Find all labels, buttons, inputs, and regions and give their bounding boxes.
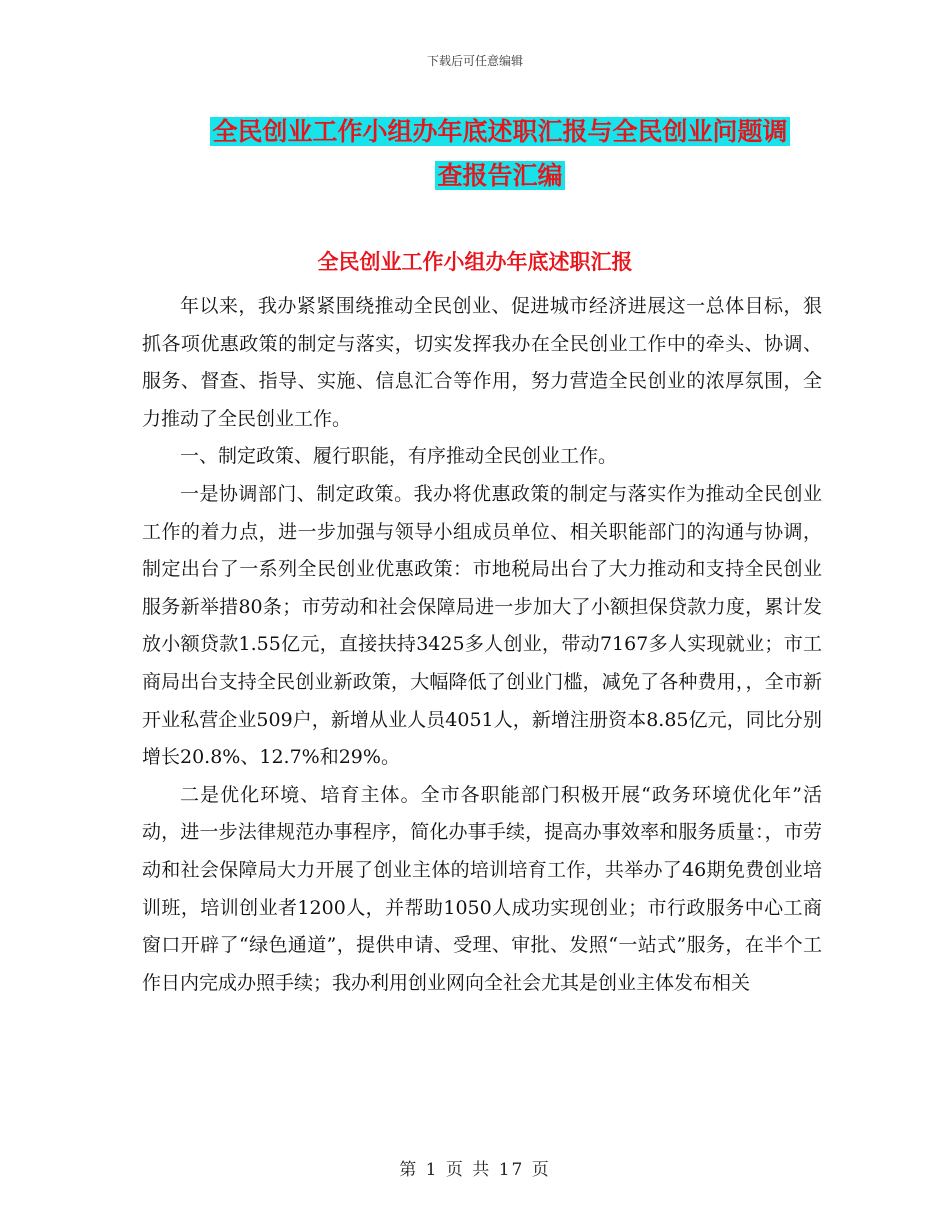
document-title	[120, 110, 880, 198]
paragraph-4: 二是优化环境、培育主体。全市各职能部门积极开展“政务环境优化年”活动，进一步法律规范办事程序，简化办事手续，提高办事效率和服务质量：，市劳动和社会保障局大力开展了创业主体的培训培育工作，共举办了46期免费创业培训班，培训创业者1200人，并帮助1050人成功实现创业；市行政服务中心工商窗口开辟了“绿色通道”，提供申请、受理、审批、发照“一站式”服务，在半个工作日内完成办照手续；我办利用创业网向全社会尤其是创业主体发布相关	[142, 783, 822, 994]
section-title: 全民创业工作小组办年底述职汇报	[317, 250, 633, 274]
header-note: 下载后可任意编辑	[426, 54, 523, 68]
paragraph-3: 一是协调部门、制定政策。我办将优惠政策的制定与落实作为推动全民创业工作的着力点，进一步加强与领导小组成员单位、相关职能部门的沟通与协调，制定出台了一系列全民创业优惠政策：市地税局出台了大力推动和支持全民创业服务新举措80条；市劳动和社会保障局进一步加大了小额担保贷款力度，累计发放小额贷款1.55亿元，直接扶持3425多人创业，带动7167多人实现就业；市工商局出台支持全民创业新政策，大幅降低了创业门槛，减免了各种费用，，全市新开业私营企业509户，新增从业人员4051人，新增注册资本8.85亿元，同比分别增长20.8%、12.7%和29%。	[142, 482, 822, 769]
paragraph-1: 年以来，我办紧紧围绕推动全民创业、促进城市经济进展这一总体目标，狠抓各项优惠政策的制定与落实，切实发挥我办在全民创业工作中的牵头、协调、服务、督查、指导、实施、信息汇合等作用，努力营造全民创业的浓厚氛围，全力推动了全民创业工作。	[142, 295, 822, 430]
document-title-line-2: 查报告汇编	[437, 161, 563, 190]
page-number-footer: 第 1 页 共 17 页	[399, 1160, 551, 1180]
paragraph-2: 一、制定政策、履行职能，有序推动全民创业工作。	[180, 445, 618, 468]
body-text	[142, 288, 822, 1002]
document-title-line-1: 全民创业工作小组办年底述职汇报与全民创业问题调	[212, 117, 788, 146]
